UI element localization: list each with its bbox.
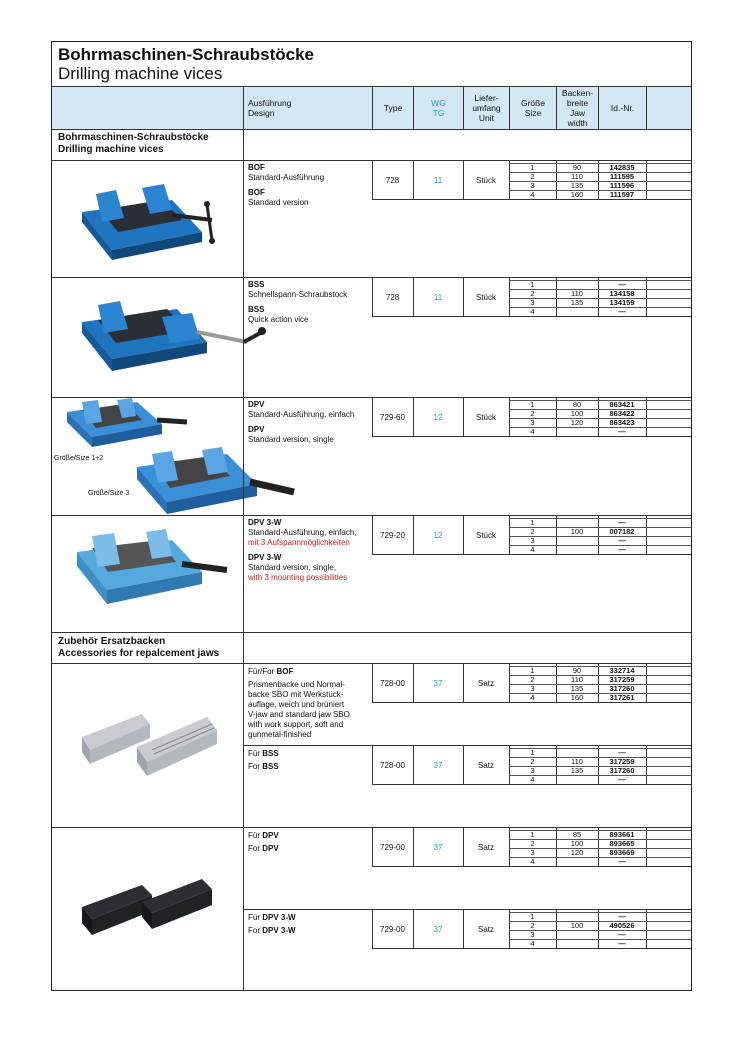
- design-name-en: DPV 3-W: [248, 553, 282, 562]
- page-title: Bohrmaschinen-Schraubstöcke: [58, 45, 315, 64]
- size-value: 4: [530, 545, 535, 554]
- jaw-width-value: 100: [570, 839, 584, 848]
- wg-value: 37: [433, 843, 443, 852]
- id-number: —: [618, 280, 626, 289]
- unit-value: Stück: [475, 176, 496, 185]
- design-red-en: with 3 mounting possibilities: [248, 573, 348, 582]
- design-red-de: mit 3 Aufspannmöglichkeiten: [248, 538, 350, 547]
- id-number: —: [618, 930, 626, 939]
- bof-jaws-image: [72, 692, 232, 782]
- size-value: 4: [530, 775, 535, 784]
- size-value: 2: [530, 757, 535, 766]
- type-value: 729-20: [380, 531, 405, 540]
- for-name: BSS: [262, 762, 279, 771]
- jaw-width-value: 120: [570, 848, 584, 857]
- wg-value: 12: [433, 531, 443, 540]
- jaw-width-value: 110: [571, 289, 583, 298]
- type-value: 729-60: [380, 413, 405, 422]
- jaw-width-value: 160: [570, 190, 584, 199]
- col-line: [646, 745, 647, 784]
- accessory-text: backe SBO mit Werkstück-: [248, 690, 344, 699]
- size12-label: Größe/Size 1+2: [54, 455, 104, 462]
- section-heading-vices: Bohrmaschinen-Schraubstöcke Drilling machine vices: [58, 132, 209, 155]
- jaw-width-value: 160: [570, 693, 584, 702]
- jaw-width-value: 80: [572, 400, 582, 409]
- jaw-width-value: 135: [570, 181, 584, 190]
- header-spare: [646, 87, 691, 129]
- size-value: 1: [530, 280, 535, 289]
- data-bottom-line: [372, 702, 691, 703]
- id-number: 317259: [609, 757, 635, 766]
- size-value: 2: [530, 289, 535, 298]
- id-number: —: [618, 545, 626, 554]
- design-text: [248, 280, 372, 325]
- data-bottom-line: [372, 866, 691, 867]
- id-number: —: [618, 536, 626, 545]
- id-number: 317261: [609, 693, 635, 702]
- header-unit: Liefer- umfang Unit: [463, 87, 509, 129]
- jaw-width-value: 85: [572, 830, 582, 839]
- col-line: [646, 909, 647, 948]
- design-name-en: BOF: [248, 188, 265, 197]
- design-name-de: DPV: [248, 400, 265, 409]
- design-text-de: Standard-Ausführung, einfach: [248, 410, 355, 419]
- wg-value: 11: [433, 293, 443, 302]
- id-number: 893669: [609, 848, 635, 857]
- design-text-de: Standard-Ausführung: [248, 173, 325, 182]
- wg-value: 37: [433, 925, 443, 934]
- unit-value: Satz: [477, 761, 494, 770]
- dpv-vice-large-image: [132, 442, 302, 517]
- id-number: 317260: [609, 684, 635, 693]
- id-number: 111596: [609, 181, 635, 190]
- design-text-de: Schnellspann-Schraubstock: [248, 290, 348, 299]
- id-number: —: [618, 857, 626, 866]
- jaw-width-value: 100: [570, 409, 584, 418]
- section2-top-divider: [52, 632, 691, 633]
- design-text-en: Quick action vice: [248, 315, 309, 324]
- size-value: 3: [530, 536, 535, 545]
- id-number: —: [618, 518, 626, 527]
- size-value: 2: [530, 409, 535, 418]
- jaw-width-value: 90: [572, 163, 582, 172]
- for-name: BOF: [276, 667, 294, 676]
- size-value: 3: [530, 930, 535, 939]
- size-value: 2: [530, 921, 535, 930]
- design-name-de: BOF: [248, 163, 265, 172]
- size-value: 3: [530, 298, 535, 307]
- size-value: 2: [530, 839, 535, 848]
- type-value: 728-00: [380, 761, 405, 770]
- jaw-width-value: 120: [570, 418, 584, 427]
- id-number: 142835: [609, 163, 635, 172]
- for-label: Für: [248, 831, 260, 840]
- size-value: 4: [530, 939, 535, 948]
- dpv-jaws-image: [72, 857, 232, 947]
- size-value: 1: [530, 748, 535, 757]
- design-text-en: Standard version, single,: [248, 563, 337, 572]
- size-value: 3: [530, 766, 535, 775]
- size-value: 3: [530, 848, 535, 857]
- header-type: Type: [372, 87, 413, 129]
- id-number: 134159: [609, 298, 635, 307]
- jaw-width-value: 90: [572, 666, 582, 675]
- size-value: 4: [530, 693, 535, 702]
- section-heading-accessories: Zubehör Ersatzbacken Accessories for repalcement jaws: [58, 636, 220, 659]
- for-label: Für: [248, 749, 260, 758]
- for-name: DPV: [262, 831, 279, 840]
- col-line: [646, 515, 647, 554]
- unit-value: Satz: [477, 843, 494, 852]
- wg-value: 37: [433, 761, 443, 770]
- design-name-de: DPV 3-W: [248, 518, 282, 527]
- design-text: [248, 913, 372, 936]
- size-value: 4: [530, 307, 535, 316]
- header-design: Ausführung Design: [243, 87, 372, 129]
- bss-vice-image: [72, 287, 272, 382]
- wg-value: 11: [433, 176, 443, 185]
- id-number: 490526: [609, 921, 635, 930]
- for-name: DPV: [262, 844, 279, 853]
- unit-value: Satz: [477, 679, 494, 688]
- id-number: 317260: [609, 766, 635, 775]
- data-bottom-line: [372, 948, 691, 949]
- id-number: —: [618, 775, 626, 784]
- design-name-en: DPV: [248, 425, 265, 434]
- size-value: 1: [530, 912, 535, 921]
- header-wg: WG TG: [413, 87, 463, 129]
- header-id: Id.-Nr.: [598, 87, 646, 129]
- design-text: [248, 163, 372, 208]
- for-name: BSS: [262, 749, 279, 758]
- design-name-de: BSS: [248, 280, 265, 289]
- id-number: 893665: [609, 839, 635, 848]
- catalog-page: [51, 41, 692, 991]
- for-label: For: [248, 844, 260, 853]
- design-column-line: [243, 128, 244, 990]
- design-name-en: BSS: [248, 305, 265, 314]
- size-value: 3: [530, 684, 535, 693]
- type-value: 728: [385, 176, 400, 185]
- for-name: DPV 3-W: [262, 913, 296, 922]
- id-number: 332714: [609, 666, 635, 675]
- design-text: [248, 749, 372, 772]
- size-value: 3: [530, 181, 535, 190]
- id-number: —: [618, 427, 626, 436]
- for-label: Für/For: [248, 667, 275, 676]
- block-divider: [52, 990, 691, 991]
- size-value: 4: [530, 857, 535, 866]
- col-line: [646, 160, 647, 199]
- wg-value: 12: [433, 413, 443, 422]
- accessory-text: gunmetal-finished: [248, 730, 312, 739]
- bof-vice-image: [72, 170, 232, 270]
- accessory-text: with work support, soft and: [248, 720, 344, 729]
- design-text: [248, 400, 372, 445]
- header-size: Größe Size: [509, 87, 556, 129]
- unit-value: Satz: [477, 925, 494, 934]
- data-bottom-line: [372, 199, 691, 200]
- for-label: For: [248, 762, 260, 771]
- table-header: [52, 86, 691, 130]
- page-subtitle: Drilling machine vices: [58, 64, 223, 83]
- type-value: 728-00: [380, 679, 405, 688]
- accessory-text: V-jaw and standard jaw SBO: [248, 710, 350, 719]
- unit-value: Stück: [475, 413, 496, 422]
- id-number: 134158: [609, 289, 635, 298]
- block-divider: [243, 909, 691, 910]
- id-number: 111597: [609, 190, 635, 199]
- id-number: —: [618, 912, 626, 921]
- col-line: [646, 277, 647, 316]
- accessory-text: Prismenbacke und Normal-: [248, 680, 345, 689]
- jaw-width-value: 100: [570, 921, 584, 930]
- id-number: 863421: [609, 400, 635, 409]
- header-jaw-width: Backen- breite Jaw width: [556, 87, 598, 129]
- size-value: 1: [530, 666, 535, 675]
- id-number: 317259: [609, 675, 635, 684]
- type-value: 729-00: [380, 925, 405, 934]
- type-value: 728: [385, 293, 400, 302]
- size3-label: Größe/Size 3: [88, 490, 130, 497]
- jaw-width-value: 110: [571, 172, 583, 181]
- jaw-width-value: 135: [570, 766, 584, 775]
- id-number: —: [618, 939, 626, 948]
- design-text: [248, 831, 372, 854]
- for-label: Für: [248, 913, 260, 922]
- id-number: —: [618, 748, 626, 757]
- id-number: 893661: [609, 830, 635, 839]
- col-line: [646, 397, 647, 436]
- size-value: 1: [530, 400, 535, 409]
- jaw-width-value: 110: [571, 675, 583, 684]
- id-number: 863422: [609, 409, 635, 418]
- for-name: DPV 3-W: [262, 926, 296, 935]
- id-number: 863423: [609, 418, 635, 427]
- size-value: 1: [530, 830, 535, 839]
- size-value: 1: [530, 163, 535, 172]
- size-value: 2: [530, 675, 535, 684]
- data-bottom-line: [372, 784, 691, 785]
- for-label: For: [248, 926, 260, 935]
- dpv3w-vice-image: [72, 522, 232, 612]
- col-line: [646, 663, 647, 702]
- design-text: [248, 667, 372, 740]
- jaw-width-value: 135: [570, 684, 584, 693]
- jaw-width-value: 100: [570, 527, 584, 536]
- size-value: 2: [530, 527, 535, 536]
- wg-value: 37: [433, 679, 443, 688]
- type-value: 729-00: [380, 843, 405, 852]
- size-value: 4: [530, 190, 535, 199]
- size-value: 3: [530, 418, 535, 427]
- page-title-block: [58, 45, 314, 83]
- design-text-de: Standard-Ausführung, einfach,: [248, 528, 357, 537]
- accessory-text: auflage, weich und brüniert: [248, 700, 345, 709]
- data-bottom-line: [372, 554, 691, 555]
- id-number: —: [618, 307, 626, 316]
- block-divider: [243, 745, 691, 746]
- jaw-width-value: 135: [570, 298, 584, 307]
- design-text-en: Standard version: [248, 198, 309, 207]
- data-bottom-line: [372, 316, 691, 317]
- size-value: 2: [530, 172, 535, 181]
- jaw-width-value: 110: [571, 757, 583, 766]
- design-text: [248, 518, 372, 583]
- size-value: 4: [530, 427, 535, 436]
- id-number: 007182: [609, 527, 635, 536]
- design-text-en: Standard version, single: [248, 435, 334, 444]
- size-value: 1: [530, 518, 535, 527]
- id-number: 111595: [609, 172, 635, 181]
- unit-value: Stück: [475, 531, 496, 540]
- unit-value: Stück: [475, 293, 496, 302]
- col-line: [646, 827, 647, 866]
- data-bottom-line: [372, 436, 691, 437]
